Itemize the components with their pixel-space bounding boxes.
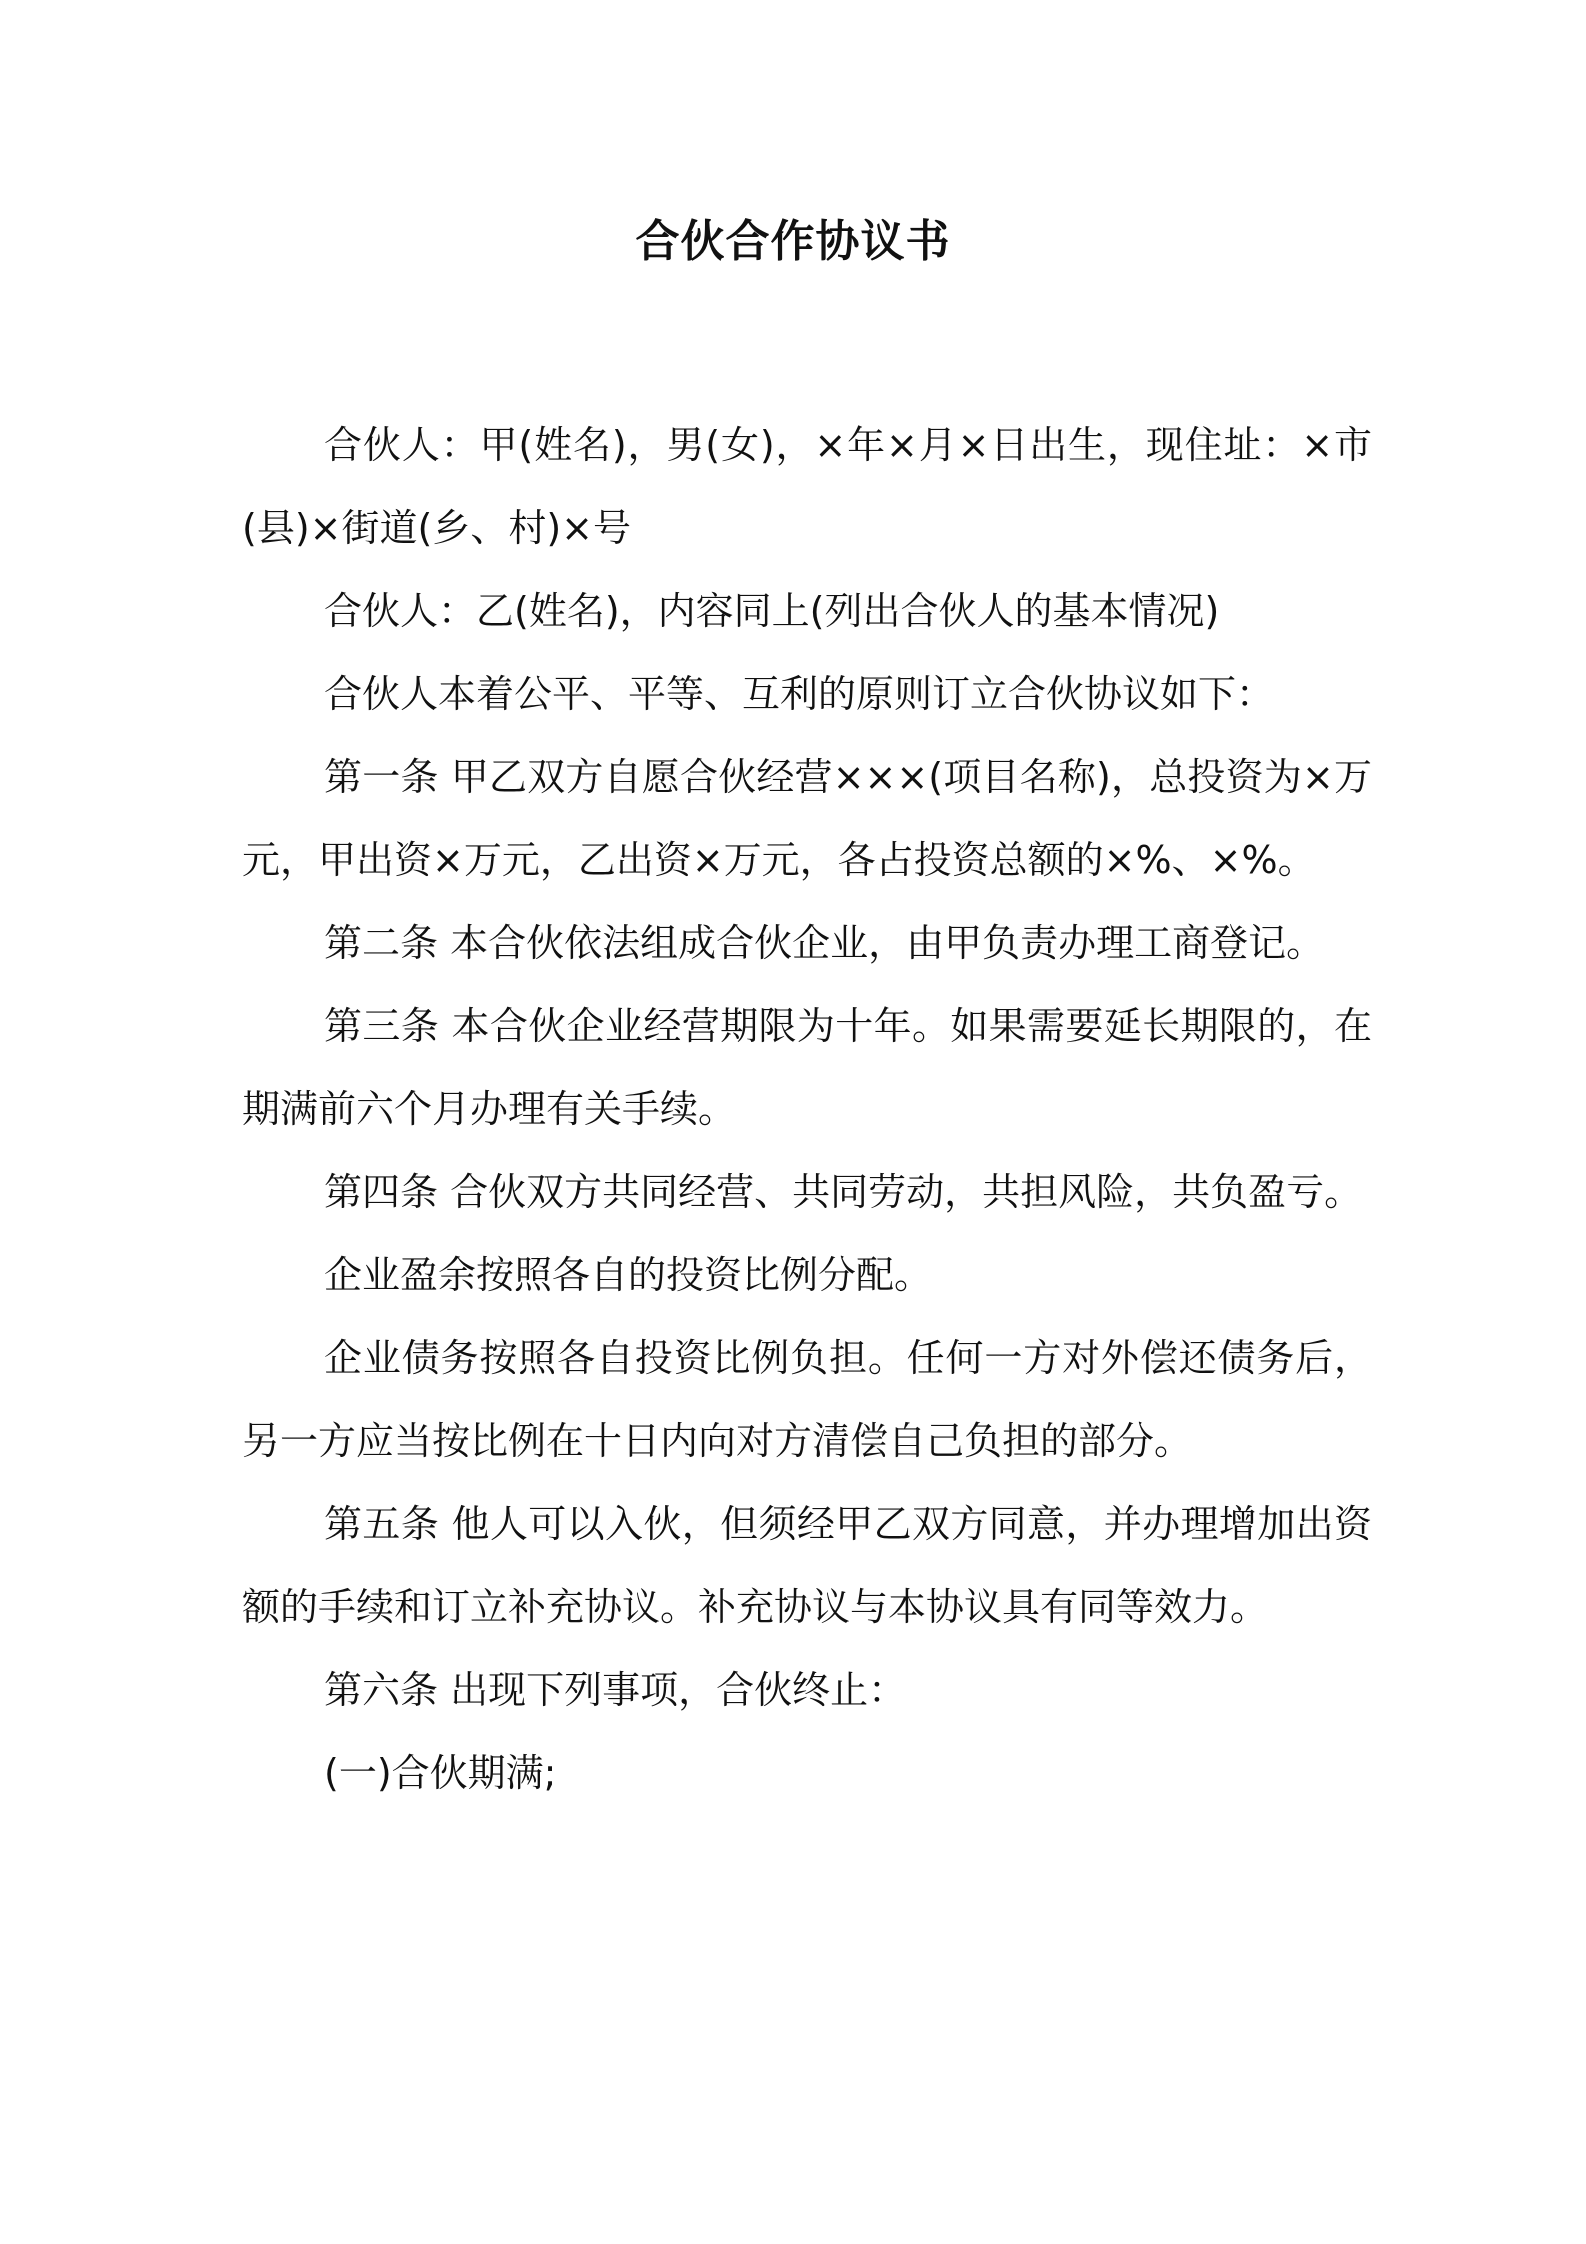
paragraph-partner-b: 合伙人：乙(姓名)，内容同上(列出合伙人的基本情况) bbox=[324, 589, 1220, 633]
paragraph-partner-a: 合伙人：甲(姓名)，男(女)，×年×月×日出生，现住址：×市(县)×街道(乡、村)×号 bbox=[242, 423, 1372, 550]
paragraph-profit-distribution: 企业盈余按照各自的投资比例分配。 bbox=[324, 1253, 933, 1297]
paragraph-article-4: 第四条 合伙双方共同经营、共同劳动，共担风险，共负盈亏。 bbox=[324, 1170, 1363, 1214]
paragraph-article-6: 第六条 出现下列事项，合伙终止： bbox=[324, 1668, 907, 1712]
paragraph-article-2: 第二条 本合伙依法组成合伙企业，由甲负责办理工商登记。 bbox=[324, 921, 1325, 965]
paragraph-article-5: 第五条 他人可以入伙，但须经甲乙双方同意，并办理增加出资额的手续和订立补充协议。补充协议与本协议具有同等效力。 bbox=[242, 1502, 1372, 1629]
paragraph-article-1: 第一条 甲乙双方自愿合伙经营×××(项目名称)，总投资为×万元，甲出资×万元，乙出资×万元，各占投资总额的×%、×%。 bbox=[242, 755, 1372, 882]
document-body bbox=[242, 404, 1372, 1815]
paragraph-article-3: 第三条 本合伙企业经营期限为十年。如果需要延长期限的，在期满前六个月办理有关手续。 bbox=[242, 1004, 1372, 1131]
document-title: 合伙合作协议书 bbox=[635, 216, 951, 267]
paragraph-preamble: 合伙人本着公平、平等、互利的原则订立合伙协议如下： bbox=[324, 672, 1275, 716]
paragraph-item-1: (一)合伙期满; bbox=[324, 1751, 557, 1795]
paragraph-debt-sharing: 企业债务按照各自投资比例负担。任何一方对外偿还债务后，另一方应当按比例在十日内向对方清偿自己负担的部分。 bbox=[242, 1336, 1372, 1463]
